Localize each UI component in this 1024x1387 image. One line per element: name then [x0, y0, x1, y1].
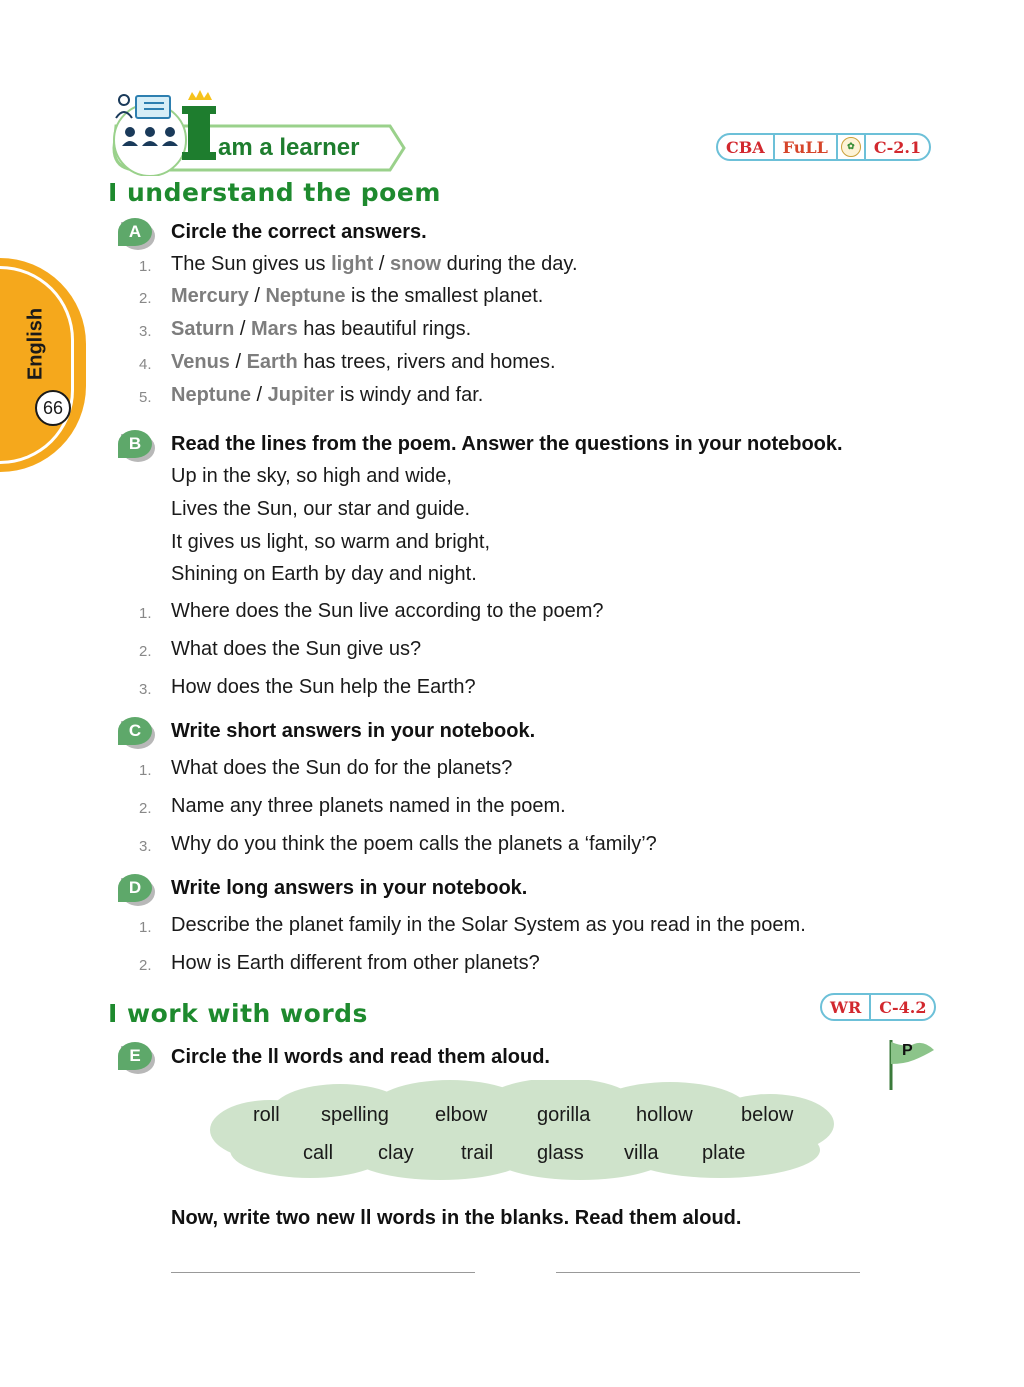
page-number: 66 — [35, 390, 71, 426]
option[interactable]: Jupiter — [267, 384, 335, 406]
word-cloud — [210, 1080, 834, 1180]
list-item: Mercury / Neptune is the smallest planet. — [171, 285, 544, 307]
word[interactable]: roll — [253, 1104, 280, 1126]
option[interactable]: snow — [389, 253, 442, 275]
subject-label: English — [24, 307, 47, 381]
flag-icon — [886, 1038, 938, 1092]
item-number: 5. — [139, 389, 152, 406]
option[interactable]: Earth — [246, 351, 298, 373]
section-title-poem: I understand the poem — [108, 178, 441, 207]
badge-b: B — [118, 430, 152, 458]
badge-d: D — [118, 874, 152, 902]
badge-e: E — [118, 1042, 152, 1070]
section-title-words: I work with words — [108, 999, 368, 1028]
item-number: 3. — [139, 323, 152, 340]
item-number: 4. — [139, 356, 152, 373]
word[interactable]: plate — [702, 1142, 746, 1164]
flag-label: P — [902, 1042, 913, 1059]
tag-code: C-4.2 — [879, 997, 927, 1017]
option[interactable]: Mars — [251, 318, 298, 340]
answer-blank-1[interactable] — [171, 1272, 475, 1273]
tag-wr: WR — [822, 995, 871, 1019]
followup-instruction: Now, write two new ll words in the blanks. Read them aloud. — [171, 1207, 742, 1229]
question: What does the Sun do for the planets? — [171, 757, 513, 779]
instruction-a: Circle the correct answers. — [171, 221, 427, 243]
option[interactable]: light — [331, 253, 374, 275]
word[interactable]: clay — [378, 1142, 414, 1164]
option[interactable]: Mercury — [171, 285, 249, 307]
question: Describe the planet family in the Solar System as you read in the poem. — [171, 914, 806, 936]
option[interactable]: Venus — [171, 351, 230, 373]
word[interactable]: villa — [624, 1142, 659, 1164]
item-number: 1. — [139, 762, 152, 779]
list-item: Venus / Earth has trees, rivers and homes. — [171, 351, 556, 373]
word[interactable]: hollow — [636, 1104, 693, 1126]
instruction-b: Read the lines from the poem. Answer the questions in your notebook. — [171, 433, 843, 455]
word[interactable]: glass — [537, 1142, 584, 1164]
question: Why do you think the poem calls the planets a ‘family’? — [171, 833, 657, 855]
question: How is Earth different from other planets? — [171, 952, 540, 974]
tag-logo — [838, 135, 866, 159]
poem-line: Shining on Earth by day and night. — [171, 563, 477, 585]
list-item: The Sun gives us light / snow during the day. — [171, 253, 578, 275]
list-item: Saturn / Mars has beautiful rings. — [171, 318, 472, 340]
item-number: 2. — [139, 290, 152, 307]
item-number: 3. — [139, 681, 152, 698]
answer-blank-2[interactable] — [556, 1272, 860, 1273]
option[interactable]: Saturn — [171, 318, 235, 340]
assessment-tag — [716, 133, 931, 161]
words-tag — [820, 993, 936, 1021]
banner-graphic — [108, 86, 408, 176]
item-number: 1. — [139, 919, 152, 936]
list-item: Neptune / Jupiter is windy and far. — [171, 384, 484, 406]
tag-full: FuLL — [775, 135, 838, 159]
word[interactable]: below — [741, 1104, 794, 1126]
instruction-c: Write short answers in your notebook. — [171, 720, 536, 742]
banner-title: am a learner — [218, 134, 360, 161]
item-number: 3. — [139, 838, 152, 855]
instruction-e: Circle the ll words and read them aloud. — [171, 1046, 550, 1068]
learner-banner — [108, 86, 408, 176]
word[interactable]: call — [303, 1142, 334, 1164]
item-number: 1. — [139, 258, 152, 275]
poem-line: It gives us light, so warm and bright, — [171, 531, 491, 553]
question: Name any three planets named in the poem. — [171, 795, 566, 817]
word[interactable]: gorilla — [537, 1104, 591, 1126]
badge-c: C — [118, 717, 152, 745]
badge-a: A — [118, 218, 152, 246]
item-number: 2. — [139, 800, 152, 817]
tag-cba: CBA — [718, 135, 775, 159]
word[interactable]: spelling — [321, 1104, 389, 1126]
question: What does the Sun give us? — [171, 638, 422, 660]
option[interactable]: Neptune — [265, 285, 346, 307]
item-number: 2. — [139, 643, 152, 660]
option[interactable]: Neptune — [171, 384, 251, 406]
question: How does the Sun help the Earth? — [171, 676, 476, 698]
poem-line: Up in the sky, so high and wide, — [171, 465, 452, 487]
tag-code: C-2.1 — [873, 137, 922, 157]
question: Where does the Sun live according to the poem? — [171, 600, 604, 622]
poem-line: Lives the Sun, our star and guide. — [171, 498, 471, 520]
word[interactable]: trail — [461, 1142, 494, 1164]
item-number: 1. — [139, 605, 152, 622]
item-number: 2. — [139, 957, 152, 974]
emblem-icon: ✿ — [841, 137, 861, 157]
word[interactable]: elbow — [435, 1104, 488, 1126]
instruction-d: Write long answers in your notebook. — [171, 877, 528, 899]
